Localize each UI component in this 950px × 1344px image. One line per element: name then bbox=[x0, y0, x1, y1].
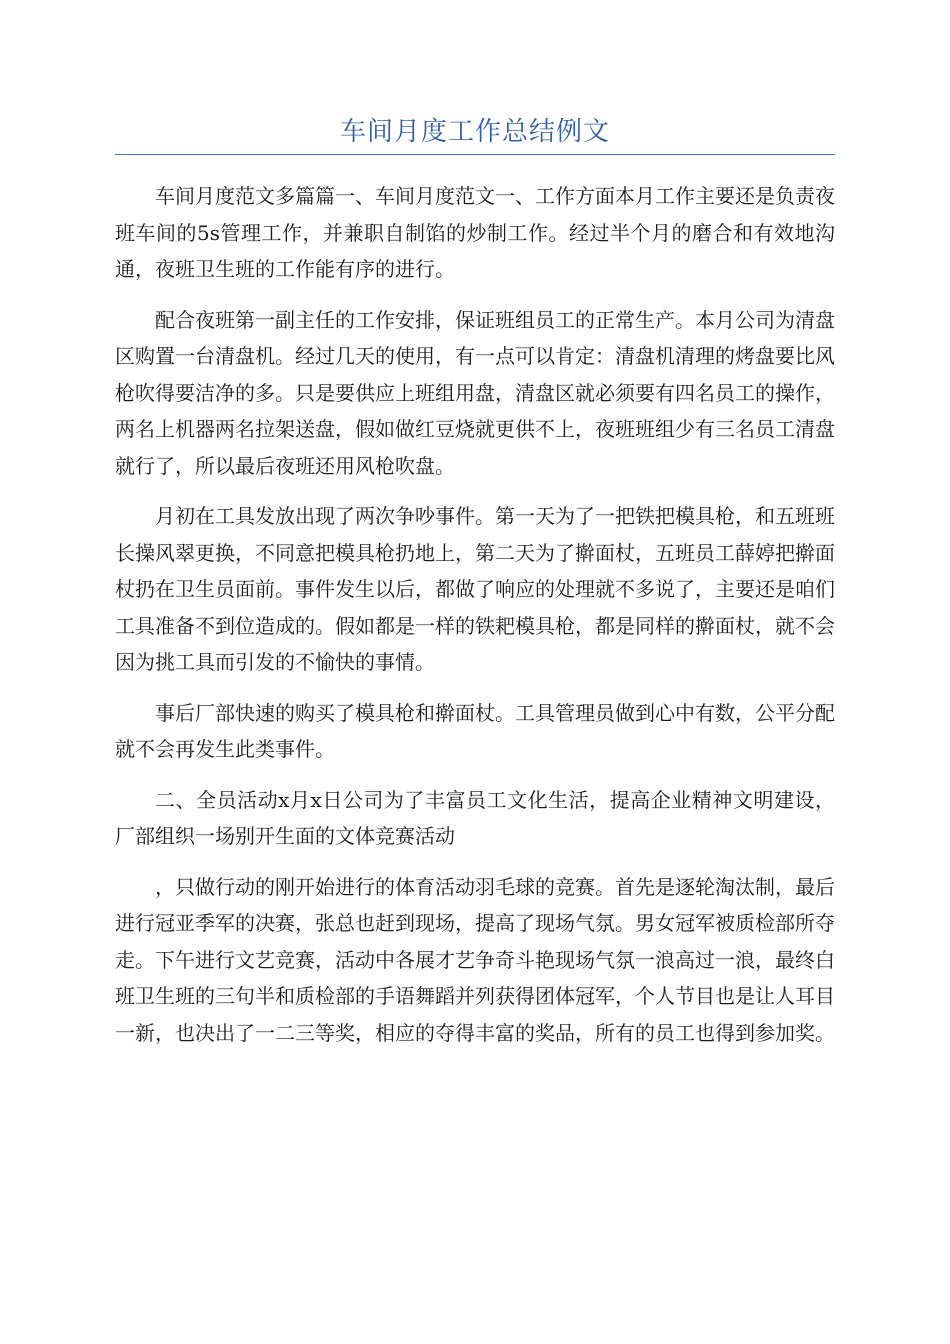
document-body bbox=[115, 178, 835, 1065]
paragraph-5: 二、全员活动x月x日公司为了丰富员工文化生活，提高企业精神文明建设，厂部组织一场别开生面的文体竞赛活动 bbox=[115, 787, 835, 848]
paragraph-6: ，只做行动的刚开始进行的体育活动羽毛球的竞赛。首先是逐轮淘汰制，最后进行冠亚季军的决赛，张总也赶到现场，提高了现场气氛。男女冠军被质检部所夺走。下午进行文艺竞赛，活动中各展才艺争奇斗艳现场气氛一浪高过一浪，最终白班卫生班的三句半和质检部的手语舞蹈并列获得团体冠军，个人节目也是让人耳目一新，也决出了一二三等奖，相应的夺得丰富的奖品，所有的员工也得到参加奖。 bbox=[115, 874, 835, 1045]
paragraph-4: 事后厂部快速的购买了模具枪和擀面杖。工具管理员做到心中有数，公平分配就不会再发生此类事件。 bbox=[115, 700, 835, 761]
title-underline bbox=[115, 154, 835, 155]
document-title: 车间月度工作总结例文 bbox=[339, 117, 610, 147]
paragraph-2: 配合夜班第一副主任的工作安排，保证班组员工的正常生产。本月公司为清盘区购置一台清盘机。经过几天的使用，有一点可以肯定：清盘机清理的烤盘要比风枪吹得要洁净的多。只是要供应上班组用盘，清盘区就必须要有四名员工的操作，两名上机器两名拉架送盘，假如做红豆烧就更供不上，夜班班组少有三名员工清盘就行了，所以最后夜班还用风枪吹盘。 bbox=[115, 307, 835, 478]
paragraph-1: 车间月度范文多篇篇一、车间月度范文一、工作方面本月工作主要还是负责夜班车间的5s管理工作，并兼职自制馅的炒制工作。经过半个月的磨合和有效地沟通，夜班卫生班的工作能有序的进行。 bbox=[115, 184, 835, 281]
paragraph-3: 月初在工具发放出现了两次争吵事件。第一天为了一把铁把模具枪，和五班班长操风翠更换，不同意把模具枪扔地上，第二天为了擀面杖，五班员工薛婷把擀面杖扔在卫生员面前。事件发生以后，都做了响应的处理就不多说了，主要还是咱们工具准备不到位造成的。假如都是一样的铁耙模具枪，都是同样的擀面杖，就不会因为挑工具而引发的不愉快的事情。 bbox=[115, 504, 835, 674]
